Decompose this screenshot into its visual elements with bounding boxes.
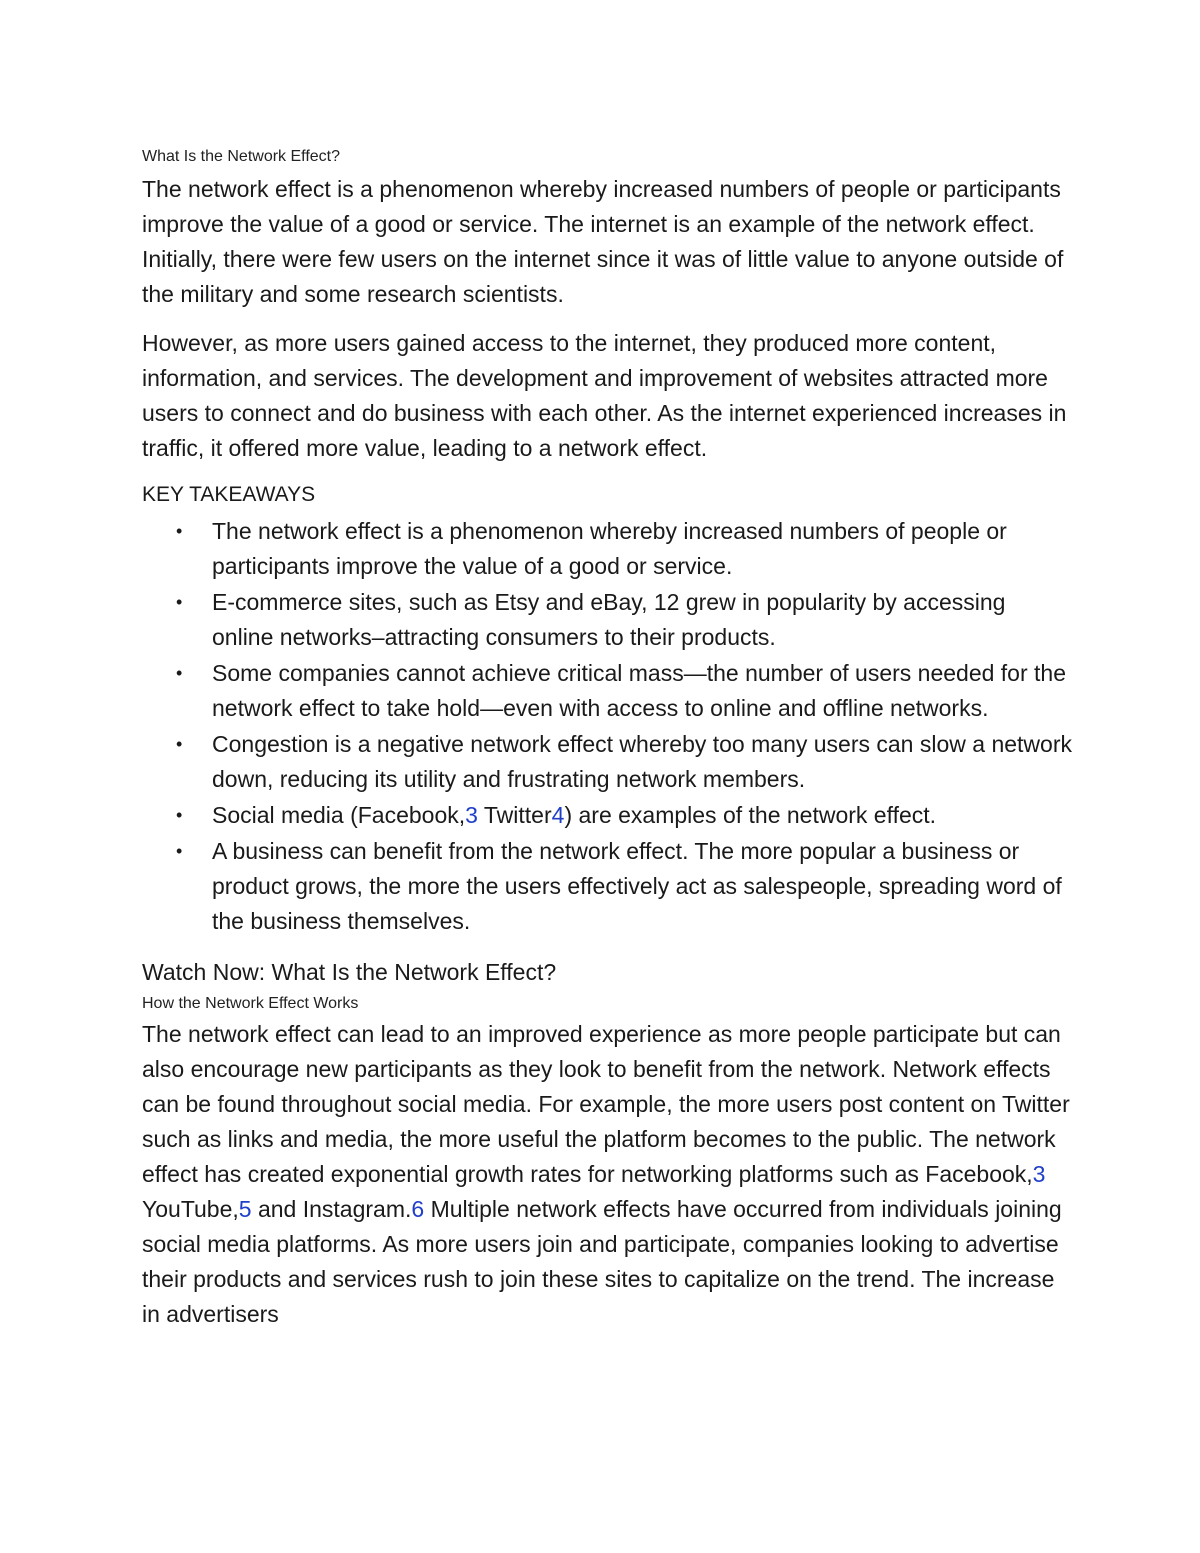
reference-link-3[interactable]: 3 <box>1032 1161 1046 1187</box>
document-page <box>142 146 1072 1332</box>
takeaway-item <box>142 834 1072 939</box>
takeaway-text-part: Social media (Facebook, <box>212 802 466 828</box>
takeaway-text: The network effect is a phenomenon whereby increased numbers of people or participants improve the value of a good or service. <box>212 518 1007 579</box>
key-takeaways-heading: KEY TAKEAWAYS <box>142 483 316 506</box>
takeaway-text-part: Twitter <box>477 802 552 828</box>
takeaway-text: Some companies cannot achieve critical mass—the number of users needed for the network effect to take hold—even with access to online and offline networks. <box>212 660 1066 721</box>
paragraph-text-part: YouTube, <box>142 1196 239 1222</box>
takeaway-item <box>142 656 1072 726</box>
internet-growth-paragraph: However, as more users gained access to the internet, they produced more content, information, and services. The development and improvement of websites attracted more users to connect and do business with each other. As the internet experienced increases in traffic, it offered more value, leading to a network effect. <box>142 330 1067 461</box>
reference-link-3[interactable]: 3 <box>465 802 478 828</box>
paragraph-text-part: and Instagram. <box>251 1196 412 1222</box>
takeaway-item <box>142 798 1072 833</box>
intro-paragraph: The network effect is a phenomenon whereby increased numbers of people or participants improve the value of a good or service. The internet is an example of the network effect. Initially, there were few users on the internet since it was of little value to anyone outside of the military and some research scientists. <box>142 176 1064 307</box>
bullet-icon: • <box>176 521 183 541</box>
reference-link-5[interactable]: 5 <box>238 1196 252 1222</box>
takeaway-item <box>142 514 1072 584</box>
takeaway-item <box>142 727 1072 797</box>
takeaway-item <box>142 585 1072 655</box>
paragraph-text-part: The network effect can lead to an improved experience as more people participate but can also encourage new participants as they look to benefit from the network. Network effects can be found throughout social media. For example, the more users post content on Twitter such as links and media, the more useful the platform becomes to the public. The network effect has created exponential growth rates for networking platforms such as Facebook, <box>142 1021 1070 1187</box>
bullet-icon: • <box>176 592 183 612</box>
bullet-icon: • <box>176 663 183 683</box>
reference-link-4[interactable]: 4 <box>551 802 565 828</box>
takeaway-text: A business can benefit from the network effect. The more popular a business or product grows, the more the users effectively act as salespeople, spreading word of the business themselves. <box>212 838 1062 934</box>
takeaway-text: Congestion is a negative network effect whereby too many users can slow a network down, reducing its utility and frustrating network members. <box>212 731 1072 792</box>
takeaway-text-part: ) are examples of the network effect. <box>564 802 937 828</box>
reference-link-6[interactable]: 6 <box>411 1196 425 1222</box>
takeaway-text: E-commerce sites, such as Etsy and eBay, 12 grew in popularity by accessing online networks–attracting consumers to their products. <box>212 589 1006 650</box>
paragraph-text-part: Multiple network effects have occurred from individuals joining social media platforms. As more users join and participate, companies looking to advertise their products and services rush to join these sites to capitalize on the trend. The increase in advertisers <box>142 1196 1062 1327</box>
how-it-works-heading: How the Network Effect Works <box>142 995 359 1012</box>
document-title: What Is the Network Effect? <box>142 148 341 165</box>
bullet-icon: • <box>176 734 183 754</box>
how-it-works-paragraph <box>142 1017 1072 1332</box>
watch-now-heading: Watch Now: What Is the Network Effect? <box>142 959 557 985</box>
bullet-icon: • <box>176 805 183 825</box>
bullet-icon: • <box>176 841 183 861</box>
key-takeaways-list <box>142 514 1072 939</box>
